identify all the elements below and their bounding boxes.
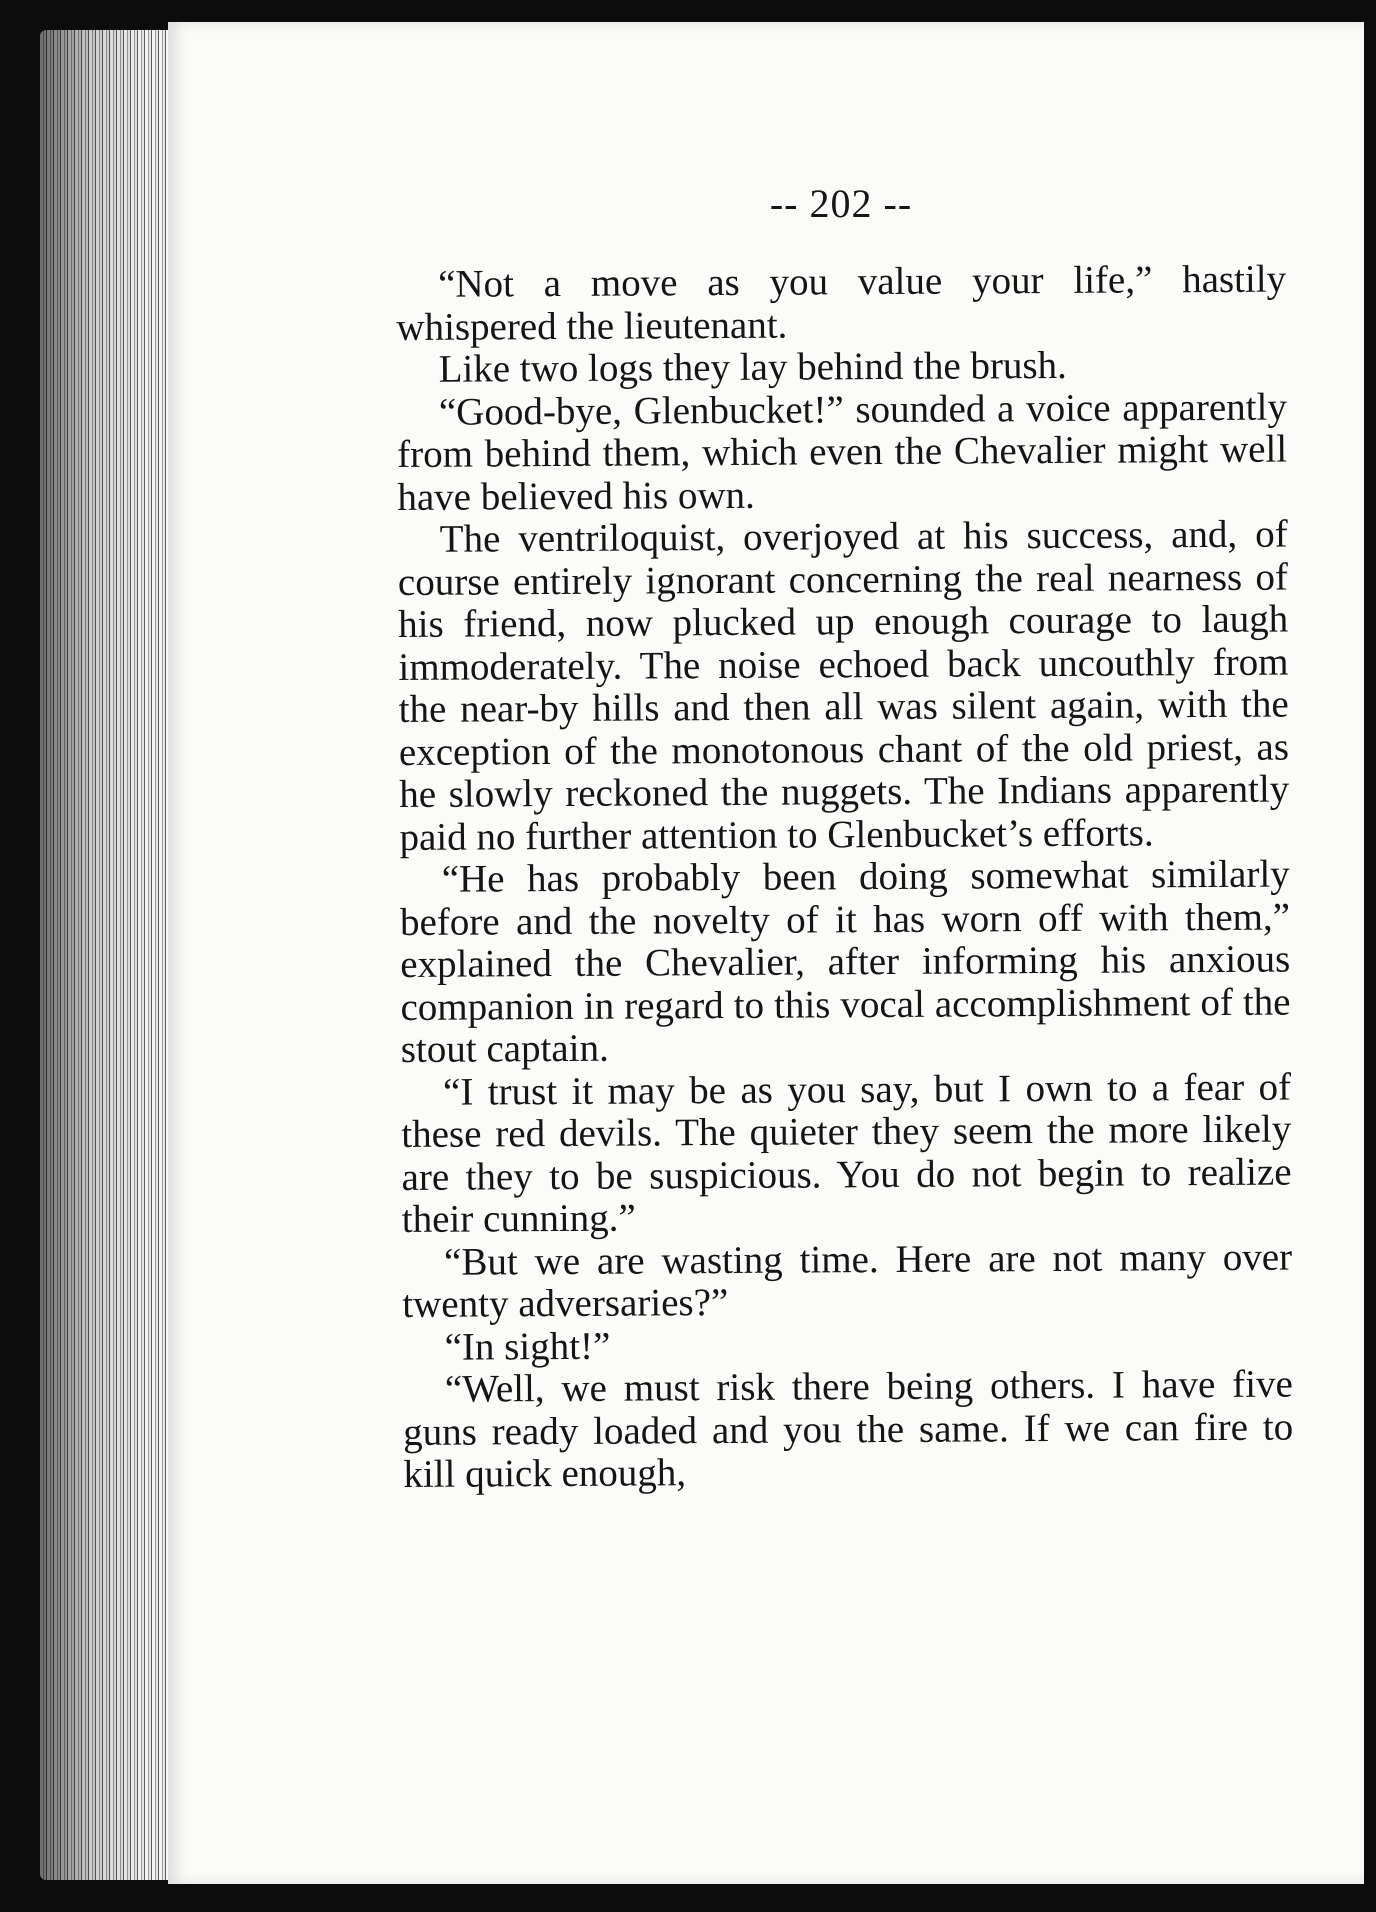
paragraph: “He has probably been doing somewhat similarly before and the novelty of it has worn off with them,” explained the Chevalier, after informing his anxious companion in regard to this vocal accomplishment of the stout captain.: [399, 852, 1291, 1071]
paragraph: “Good-bye, Glenbucket!” sounded a voice apparently from behind them, which even the Chevalier might well have believed his own.: [397, 385, 1288, 519]
page-number: -- 202 --: [769, 181, 913, 226]
paragraph: Like two logs they lay behind the brush.: [438, 343, 1067, 391]
paragraph: “In sight!”: [444, 1324, 611, 1369]
paragraph: “I trust it may be as you say, but I own to a fear of these red devils. The quieter they seem the more likely are they to be suspicious. You do not begin to realize their cunning.”: [401, 1065, 1292, 1241]
paragraph: “But we are wasting time. Here are not many over twenty adversaries?”: [402, 1235, 1293, 1326]
paragraph: The ventriloquist, overjoyed at his success, and, of course entirely ignorant concerning the real nearness of his friend, now plucked up enough courage to laugh immoderately. The noise echoed back uncouthly from the near-by hills and then all was silent again, with the exception of the monotonous chant of the old priest, as he slowly reckoned the nuggets. The Indians apparently paid no further attention to Glenbucket’s efforts.: [397, 512, 1290, 859]
paragraph: “Not a move as you value your life,” hastily whispered the lieutenant.: [396, 257, 1287, 349]
paper-page: [168, 22, 1364, 1884]
body-text: [396, 259, 1294, 1497]
paragraph: “Well, we must risk there being others. I have five guns ready loaded and you the same. If we can fire to kill quick enough,: [403, 1362, 1294, 1496]
